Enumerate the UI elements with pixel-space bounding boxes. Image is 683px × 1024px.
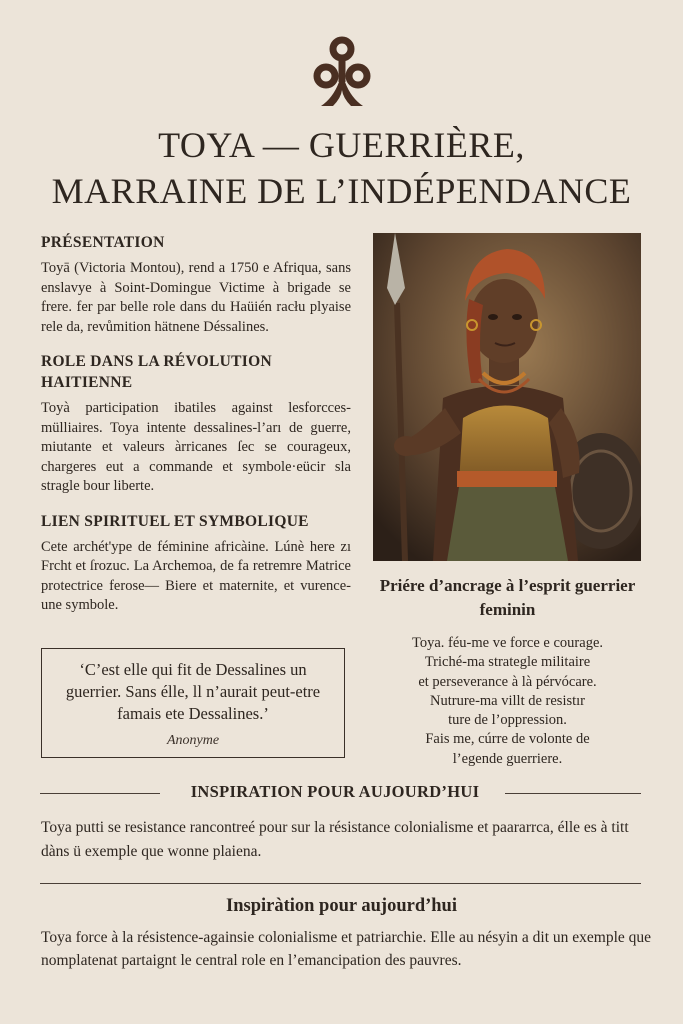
left-column bbox=[41, 232, 351, 630]
section-heading: ROLE DANS LA RÉVOLUTION HAITIENNE bbox=[41, 353, 272, 391]
prayer-line: Fais me, cúrre de volonte de bbox=[425, 731, 590, 748]
section-presentation bbox=[41, 232, 351, 337]
divider-right bbox=[505, 793, 641, 794]
section-spiritual bbox=[41, 511, 351, 616]
inspiration-body-2: Toya force à la résistence-againsie colonialisme et patriarchie. Elle au nésyin a dit un exemple que nomplatenat partaignt le central role en l’emancipation des pauvres. bbox=[41, 929, 652, 969]
inspiration-heading-2: Inspiràtion pour aujourd’hui bbox=[226, 896, 457, 916]
divider-full bbox=[40, 883, 641, 884]
title-line-2: MARRAINE DE L’INDÉPENDANCE bbox=[51, 171, 632, 211]
section-body: Toyā (Victoria Montou), rend a 1750 e Afriqua, sans enslavye à Soint-Domingue Victime à brigade se frere. fer par belle role dans du Haüién racłu plyaise rele da, revůmition hätnene Déssalines. bbox=[41, 260, 351, 335]
quote-box bbox=[41, 648, 345, 758]
prayer-line: et perseverance à là pérvócare. bbox=[418, 673, 597, 690]
prayer-title: Priére d’ancrage à l’esprit guerrier feminin bbox=[379, 576, 636, 619]
inspiration-heading: INSPIRATION POUR AUJOURD’HUI bbox=[190, 782, 480, 801]
warrior-woman-portrait bbox=[373, 233, 641, 561]
title-line-1: TOYA — GUERRIÈRE, bbox=[158, 125, 525, 165]
section-heading: PRÉSENTATION bbox=[41, 234, 165, 251]
prayer-line: ture de l’oppression. bbox=[448, 712, 567, 729]
section-body: Toyà participation ibatiles against lesforcces-mülliaires. Toya intente dessalines-l’arı de guerre, miutante et valeurs àrricanes ſec se courageux, chargeres eut a commande et symbole·eücir sla stragle bour liberte. bbox=[41, 400, 351, 494]
divider-left bbox=[40, 793, 160, 794]
prayer-line: Nutrure-ma villt de resistır bbox=[429, 692, 586, 709]
section-role bbox=[41, 351, 351, 497]
quote-text: ‘C’est elle qui fit de Dessalines un guerrier. Sans élle, ll n’aurait peut-etre famais ete Dessalines.’ bbox=[65, 660, 321, 723]
prayer-text bbox=[370, 634, 645, 769]
page-title bbox=[0, 122, 683, 214]
section-heading: LIEN SPIRITUEL ET SYMBOLIQUE bbox=[41, 512, 309, 530]
section-body: Cete archét'ype de féminine africàine. Lúnè here zı Frcht et ſrozuc. La Archemoa, de fa retremre Matrice protectrice ferose— Biere et maternite, et vurence-une symbole. bbox=[41, 538, 351, 613]
prayer-line: Toya. féu-me ve force e courage. bbox=[412, 635, 603, 651]
adinkra-emblem-icon bbox=[311, 36, 373, 110]
prayer-line: l’egende guerriere. bbox=[452, 750, 563, 767]
inspiration-body: Toya putti se resistance rancontreé pour sur la résistance colonialisme et paararrca, élle es à titt dàns ü exemple que wonne plaiena. bbox=[41, 819, 629, 860]
prayer-line: Triché-ma strategle militaire bbox=[424, 654, 591, 671]
quote-author: Anonyme bbox=[166, 733, 220, 748]
